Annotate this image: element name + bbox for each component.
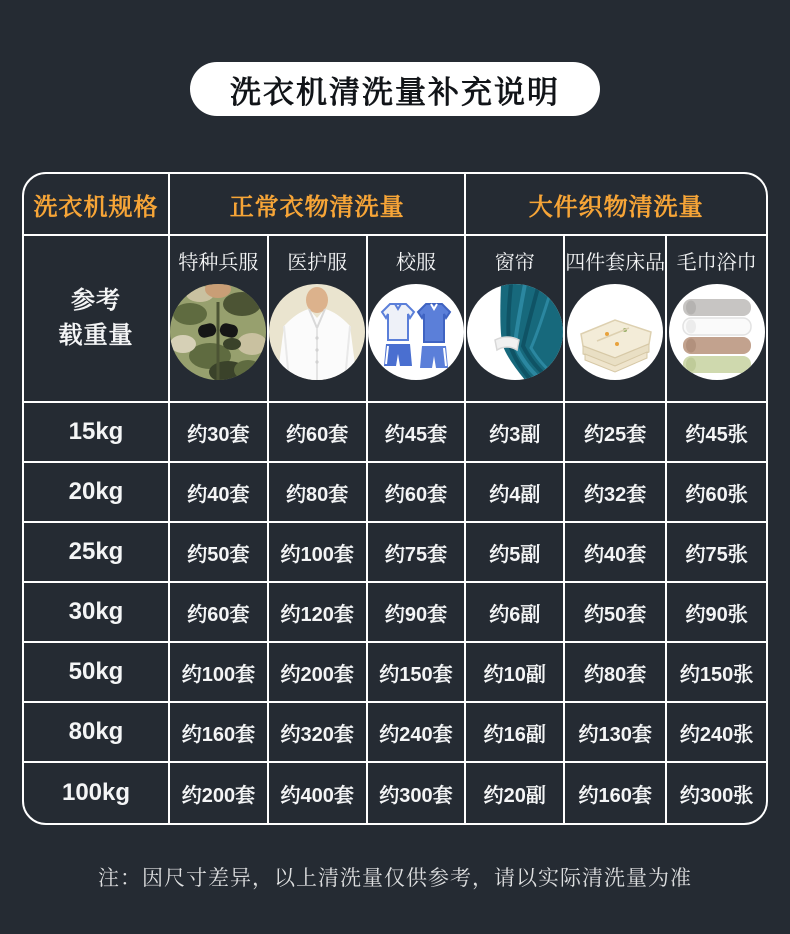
capacity-cell: 100kg: [24, 763, 170, 823]
value-cell: 约130套: [565, 703, 667, 763]
category-label: 特种兵服: [178, 252, 259, 274]
category-cell-school: [368, 236, 467, 403]
category-label: 校服: [395, 252, 436, 274]
school-uniform-photo: [368, 284, 464, 380]
value-cell: 约240张: [667, 703, 766, 763]
category-label: 四件套床品: [565, 252, 666, 274]
page-title: 洗衣机清洗量补充说明: [230, 74, 560, 110]
value-cell: 约32套: [565, 463, 667, 523]
capacity-cell: 50kg: [24, 643, 170, 703]
value-cell: 约80套: [565, 643, 667, 703]
category-cell-towels: [667, 236, 766, 403]
title-badge: [190, 62, 600, 116]
value-cell: 约25套: [565, 403, 667, 463]
value-cell: 约300套: [368, 763, 467, 823]
load-reference-line1: 参考: [71, 286, 121, 314]
value-cell: 约40套: [170, 463, 269, 523]
military-uniform-photo: [170, 284, 266, 380]
value-cell: 约300张: [679, 784, 754, 807]
curtain-photo: [467, 284, 563, 380]
value-cell: 约400套: [269, 763, 368, 823]
capacity-table: [22, 172, 768, 825]
value-cell: 约6副: [466, 583, 565, 643]
category-label: 医护服: [287, 252, 348, 274]
value-cell: 约45套: [368, 403, 467, 463]
value-cell: 约5副: [466, 523, 565, 583]
category-cell-curtain: [466, 236, 565, 403]
medical-uniform-photo: [269, 284, 365, 380]
group-header-large-fabrics: 大件织物清洗量: [466, 174, 766, 236]
value-cell: 约90套: [368, 583, 467, 643]
value-cell: 约100套: [269, 523, 368, 583]
value-cell: 约10副: [466, 643, 565, 703]
category-cell-bedding: [565, 236, 667, 403]
value-cell: 约60套: [170, 583, 269, 643]
value-cell: 约20副: [466, 763, 565, 823]
capacity-cell: 15kg: [24, 403, 170, 463]
value-cell: 约60张: [667, 463, 766, 523]
category-cell-medical: [269, 236, 368, 403]
capacity-cell: 20kg: [24, 463, 170, 523]
value-cell: 约45张: [667, 403, 766, 463]
capacity-cell: 25kg: [24, 523, 170, 583]
towels-photo: [669, 284, 765, 380]
value-cell: 约150套: [368, 643, 467, 703]
value-cell: 约3副: [466, 403, 565, 463]
value-cell: 约160套: [565, 763, 667, 823]
value-cell: 约75张: [667, 523, 766, 583]
value-cell: 约90张: [667, 583, 766, 643]
capacity-cell: 80kg: [24, 703, 170, 763]
value-cell: 约50套: [565, 583, 667, 643]
footnote: 注：因尺寸差异，以上清洗量仅供参考，请以实际清洗量为准: [98, 867, 692, 890]
value-cell: 约240套: [368, 703, 467, 763]
group-header-normal-clothes: 正常衣物清洗量: [170, 174, 466, 236]
load-reference-line2: 载重量: [58, 321, 134, 349]
value-cell: 约40套: [565, 523, 667, 583]
bedding-set-photo: [567, 284, 663, 380]
value-cell: 约200套: [170, 763, 269, 823]
category-label: 窗帘: [494, 252, 535, 274]
value-cell: 约320套: [269, 703, 368, 763]
value-cell: 约75套: [368, 523, 467, 583]
value-cell: 约50套: [170, 523, 269, 583]
value-cell: 约60套: [368, 463, 467, 523]
spec-column-header: 洗衣机规格: [24, 174, 170, 236]
value-cell: 约120套: [269, 583, 368, 643]
load-reference-cell: [24, 236, 170, 403]
value-cell: 约16副: [466, 703, 565, 763]
capacity-cell: 30kg: [24, 583, 170, 643]
value-cell: 约60套: [269, 403, 368, 463]
value-cell: 约200套: [269, 643, 368, 703]
value-cell: 约4副: [466, 463, 565, 523]
value-cell: 约100套: [170, 643, 269, 703]
category-cell-military: [170, 236, 269, 403]
value-cell: 约150张: [667, 643, 766, 703]
value-cell: 约160套: [170, 703, 269, 763]
category-label: 毛巾浴巾: [676, 252, 757, 274]
value-cell: 约80套: [269, 463, 368, 523]
value-cell: 约30套: [170, 403, 269, 463]
